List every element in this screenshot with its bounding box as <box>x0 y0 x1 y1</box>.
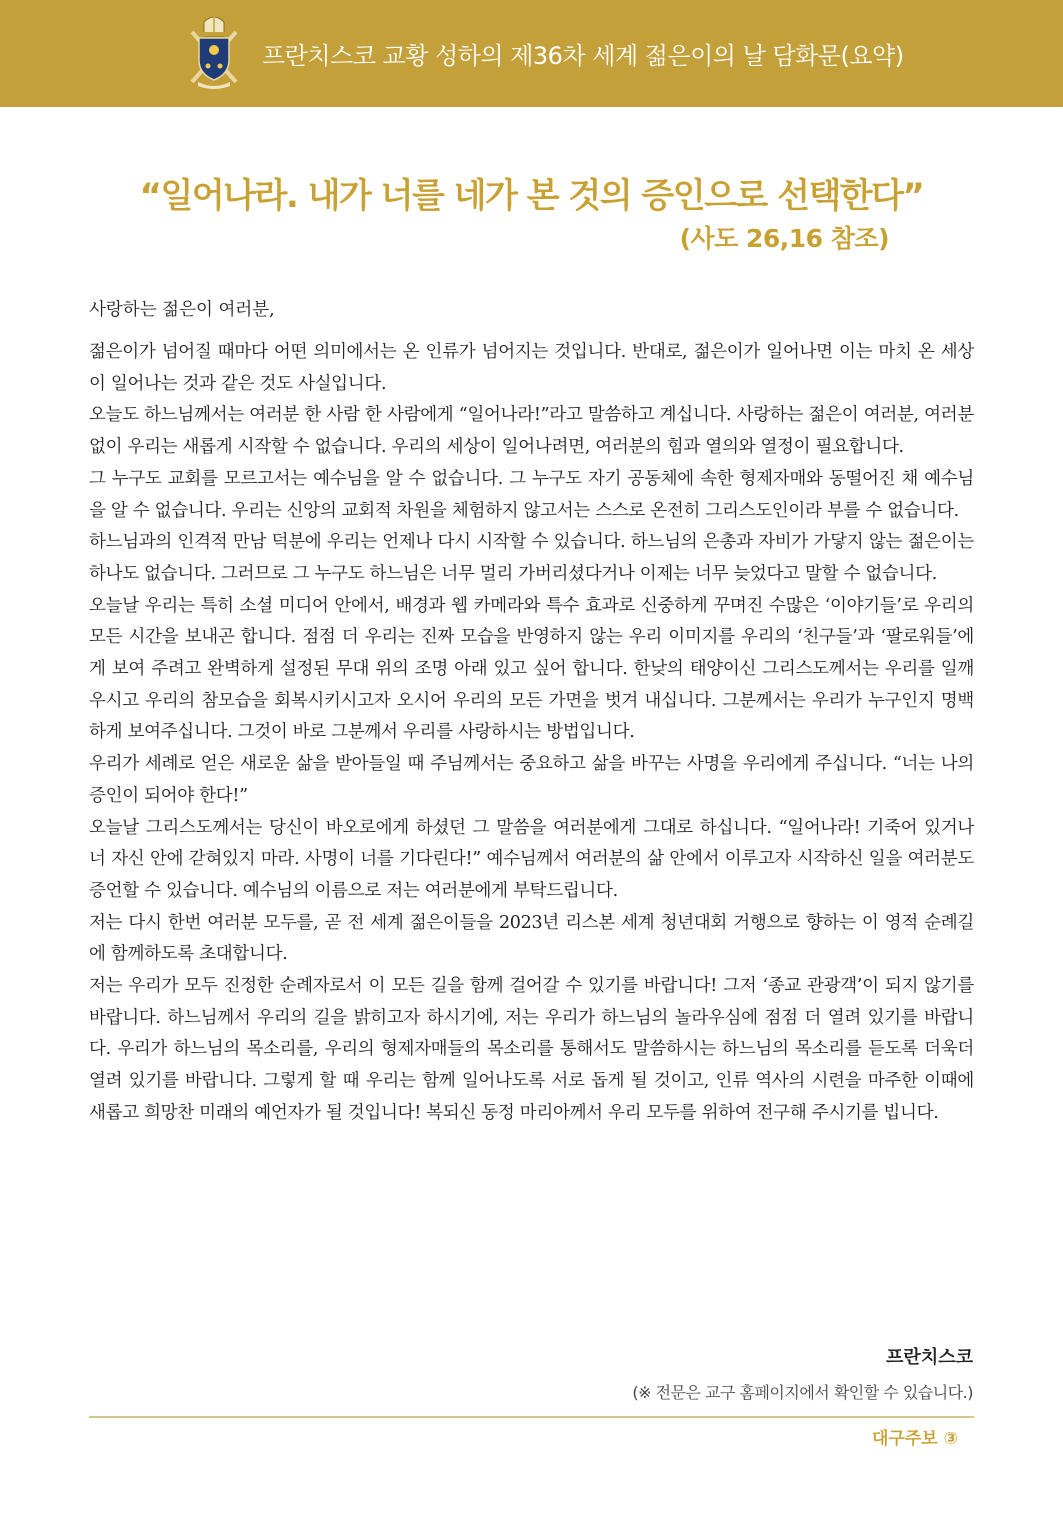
footnote: (※ 전문은 교구 홈페이지에서 확인할 수 있습니다.) <box>632 1383 973 1402</box>
message-body <box>89 337 974 1130</box>
scripture-reference: (사도 26,16 참조) <box>679 224 889 253</box>
salutation: 사랑하는 젊은이 여러분, <box>89 300 275 320</box>
signature: 프란치스코 <box>886 1347 973 1368</box>
page-title: “일어나라. 내가 너를 네가 본 것의 증인으로 선택한다” <box>139 176 924 216</box>
paragraph: 하느님과의 인격적 만남 덕분에 우리는 언제나 다시 시작할 수 있습니다. 하느님의 은총과 자비가 가닿지 않는 젊은이는 하나도 없습니다. 그러므로 그 누구도 하느님은 너무 멀리 가버리셨다거나 이제는 너무 늦었다고 말할 수 없습니다. <box>89 532 974 584</box>
page-number-label: 대구주보 ③ <box>872 1429 958 1449</box>
paragraph: 저는 우리가 모두 진정한 순례자로서 이 모든 길을 함께 걸어갈 수 있기를 바랍니다! 그저 ‘종교 관광객’이 되지 않기를 바랍니다. 하느님께서 우리의 길을 밝히고자 하시기에, 저는 우리가 하느님의 놀라우심에 점점 더 열려 있기를 바랍니다. 우리가 하느님의 목소리를, 우리의 형제자매들의 목소리를 통해서도 말씀하시는 하느님의 목소리를 듣도록 더욱더 열려 있기를 바랍니다. 그렇게 할 때 우리는 함께 일어나도록 서로 돕게 될 것이고, 인류 역사의 시련을 마주한 이때에 새롭고 희망찬 미래의 예언자가 될 것입니다! 복되신 동정 마리아께서 우리 모두를 위하여 전구해 주시기를 빕니다. <box>89 976 974 1123</box>
paragraph: 오늘날 그리스도께서는 당신이 바오로에게 하셨던 그 말씀을 여러분에게 그대로 하십니다. “일어나라! 기죽어 있거나 너 자신 안에 갇혀있지 마라. 사명이 너를 기다린다!” 예수님께서 여러분의 삶 안에서 이루고자 시작하신 일을 여러분도 증언할 수 있습니다. 예수님의 이름으로 저는 여러분에게 부탁드립니다. <box>89 817 974 901</box>
paragraph: 저는 다시 한번 여러분 모두를, 곧 전 세계 젊은이들을 2023년 리스본 세계 청년대회 거행으로 향하는 이 영적 순례길에 함께하도록 초대합니다. <box>89 912 974 965</box>
paragraph: 오늘날 우리는 특히 소셜 미디어 안에서, 배경과 웹 카메라와 특수 효과로 신중하게 꾸며진 수많은 ‘이야기들’로 우리의 모든 시간을 보내곤 합니다. 점점 더 우리는 진짜 모습을 반영하지 않는 우리 이미지를 우리의 ‘친구들’과 ‘팔로워들’에게 보여 주려고 완벽하게 설정된 무대 위의 조명 아래 있고 싶어 합니다. 한낮의 태양이신 그리스도께서는 우리를 일깨우시고 우리의 참모습을 회복시키시고자 오시어 우리의 모든 가면을 벗겨 내십니다. 그분께서는 우리가 누구인지 명백하게 보여주십니다. 그것이 바로 그분께서 우리를 사랑하시는 방법입니다. <box>89 595 974 743</box>
paragraph: 오늘도 하느님께서는 여러분 한 사람 한 사람에게 “일어나라!”라고 말씀하고 계십니다. 사랑하는 젊은이 여러분, 여러분 없이 우리는 새롭게 시작할 수 없습니다. 우리의 세상이 일어나려면, 여러분의 힘과 열의와 열정이 필요합니다. <box>89 405 974 458</box>
header-bar <box>0 0 1063 107</box>
paragraph: 그 누구도 교회를 모르고서는 예수님을 알 수 없습니다. 그 누구도 자기 공동체에 속한 형제자매와 동떨어진 채 예수님을 알 수 없습니다. 우리는 신앙의 교회적 차원을 체험하지 않고서는 스스로 온전히 그리스도인이라 부를 수 없습니다. <box>89 468 974 521</box>
footer-divider <box>89 1416 974 1418</box>
paragraph: 우리가 세례로 얻은 새로운 삶을 받아들일 때 주님께서는 중요하고 삶을 바꾸는 사명을 우리에게 주십니다. “너는 나의 증인이 되어야 한다!” <box>89 754 974 806</box>
header-title: 프란치스코 교황 성하의 제36차 세계 젊은이의 날 담화문(요약) <box>262 42 904 70</box>
paragraph: 젊은이가 넘어질 때마다 어떤 의미에서는 온 인류가 넘어지는 것입니다. 반대로, 젊은이가 일어나면 이는 마치 온 세상이 일어나는 것과 같은 것도 사실입니다. <box>89 342 974 394</box>
papal-coat-of-arms-icon <box>186 12 242 90</box>
